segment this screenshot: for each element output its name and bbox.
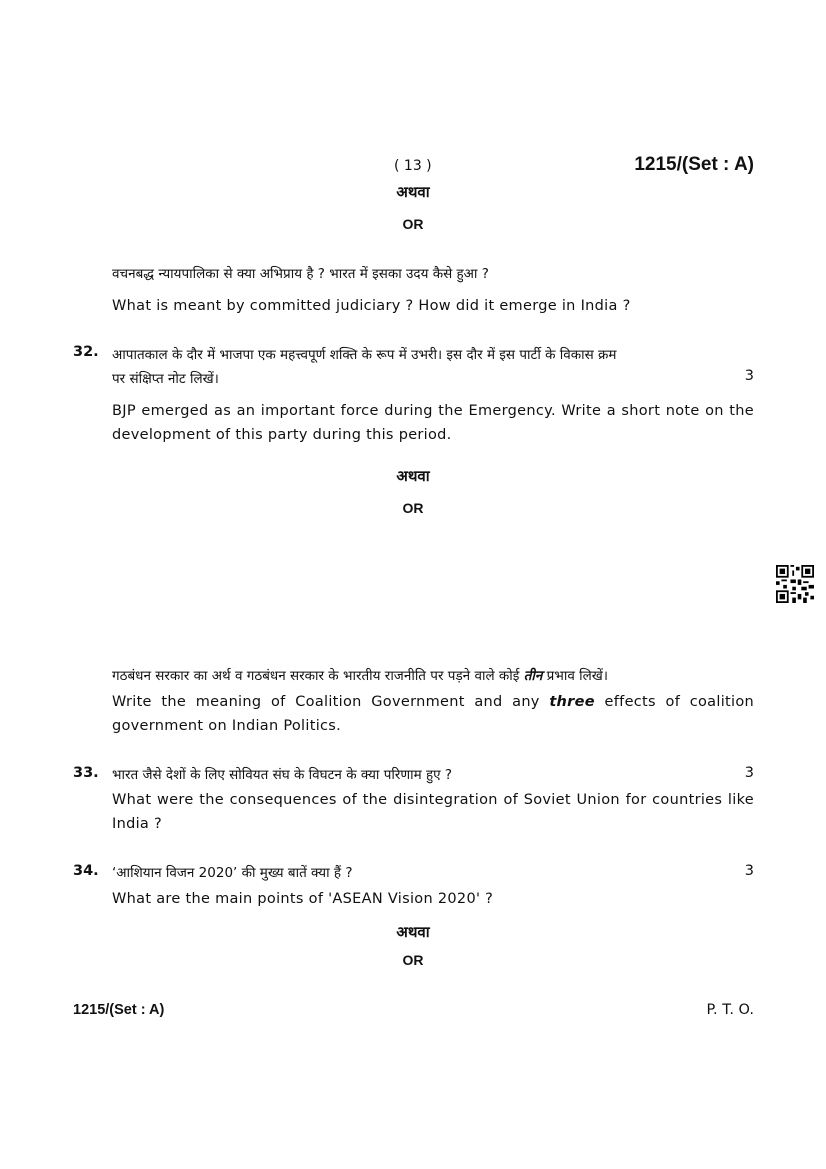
q32-alt-english: Write the meaning of Coalition Government and any three effects of coalition government on Indian Politics. (112, 694, 754, 734)
please-turn-over: P. T. O. (706, 1002, 754, 1018)
q34-english: What are the main points of 'ASEAN Vision 2020' ? (112, 891, 494, 907)
or-hindi: अथवा (396, 923, 430, 941)
q34-marks: 3 (744, 863, 754, 879)
or-hindi: अथवा (396, 467, 430, 485)
or-english: OR (402, 216, 424, 232)
q32-marks: 3 (744, 368, 754, 384)
q31-alt-english: What is meant by committed judiciary ? How did it emerge in India ? (112, 298, 631, 314)
q32-english: BJP emerged as an important force during the Emergency. Write a short note on the development of this party during this period. (112, 403, 754, 443)
or-hindi: अथवा (396, 183, 430, 201)
q32-hindi-line2: पर संक्षिप्त नोट लिखें। (112, 371, 219, 387)
q33-hindi: भारत जैसे देशों के लिए सोवियत संघ के विघटन के क्या परिणाम हुए ? (112, 767, 453, 783)
or-english: OR (402, 952, 424, 968)
paper-code-header: 1215/(Set : A) (634, 154, 754, 175)
q33-english: What were the consequences of the disintegration of Soviet Union for countries like India ? (112, 792, 754, 832)
q33-marks: 3 (744, 765, 754, 781)
paper-code-footer: 1215/(Set : A) (73, 1002, 165, 1018)
emphasis-three-hindi: तीन (523, 668, 543, 684)
q32-alt-hindi: गठबंधन सरकार का अर्थ व गठबंधन सरकार के भारतीय राजनीति पर पड़ने वाले कोई तीन प्रभाव लिखें। (112, 668, 608, 684)
q32-number: 32. (73, 344, 99, 360)
q32-hindi-line1: आपातकाल के दौर में भाजपा एक महत्त्वपूर्ण शक्ति के रूप में उभरी। इस दौर में इस पार्टी के विकास क्रम (112, 347, 617, 363)
q33-number: 33. (73, 765, 99, 781)
or-english: OR (402, 500, 424, 516)
q34-number: 34. (73, 863, 99, 879)
q31-alt-hindi: वचनबद्ध न्यायपालिका से क्या अभिप्राय है ? भारत में इसका उदय कैसे हुआ ? (112, 266, 489, 282)
qr-code (776, 565, 814, 603)
emphasis-three: three (549, 694, 595, 710)
q34-hindi: ‘आशियान विजन 2020’ की मुख्य बातें क्या हैं ? (112, 865, 353, 881)
page-number: ( 13 ) (394, 158, 432, 174)
